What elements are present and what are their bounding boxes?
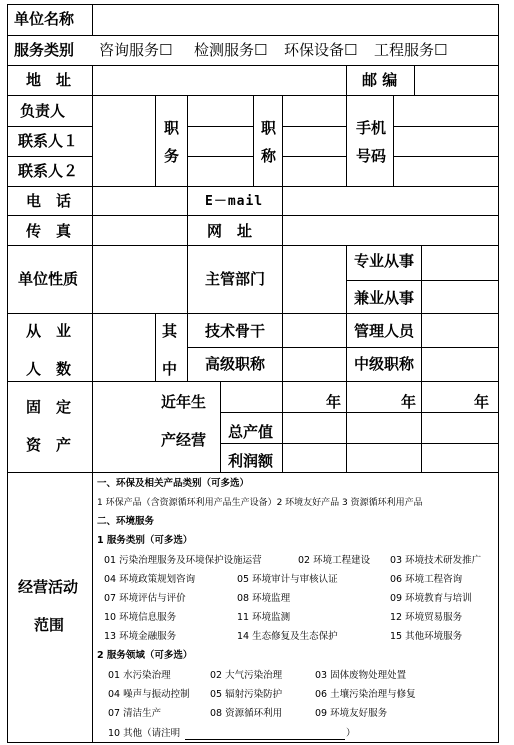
staff-label-top: 从 业 xyxy=(26,322,72,340)
contact1-label: 联系人１ xyxy=(18,132,79,150)
col-line xyxy=(414,65,415,95)
service-item[interactable]: 12 环境贸易服务 xyxy=(390,612,463,623)
col-line xyxy=(282,245,283,313)
mid-title-label: 中级职称 xyxy=(354,355,415,373)
unit-name-label: 单位名称 xyxy=(14,10,75,28)
service-category-label: 服务类别 xyxy=(14,41,75,59)
scope-section1-title: 一、环保及相关产品类别（可多选） xyxy=(97,478,250,489)
contact2-label: 联系人２ xyxy=(18,162,79,180)
mobile-label-bottom: 号码 xyxy=(356,147,387,165)
other-field-input-line[interactable] xyxy=(185,739,345,740)
col-line xyxy=(346,381,347,473)
field-item[interactable]: 03 固体废物处理处置 xyxy=(315,670,407,681)
service-item[interactable]: 07 环境评估与评价 xyxy=(104,593,186,604)
field-item[interactable]: 01 水污染治理 xyxy=(108,670,171,681)
senior-title-label: 高级职称 xyxy=(205,355,266,373)
service-item[interactable]: 10 环境信息服务 xyxy=(104,612,177,623)
col-line xyxy=(346,95,347,186)
service-item[interactable]: 02 环境工程建设 xyxy=(298,555,371,566)
service-item[interactable]: 08 环境监理 xyxy=(237,593,291,604)
col-line xyxy=(282,313,283,381)
border-left xyxy=(7,4,8,743)
scope-section2-title: 二、环境服务 xyxy=(97,516,155,527)
scope-section1-items: 1 环保产品（含资源循环利用产品生产设备）2 环境友好产品 3 资源循环利用产品 xyxy=(97,498,423,508)
col-line xyxy=(282,186,283,245)
col-line xyxy=(92,4,93,35)
row-line xyxy=(7,313,499,314)
assets-label-top: 固 定 xyxy=(26,398,72,416)
service-item[interactable]: 15 其他环境服务 xyxy=(390,631,463,642)
row-line xyxy=(393,126,499,127)
mobile-label-top: 手机 xyxy=(356,119,387,137)
year-label-3: 年 xyxy=(474,393,490,411)
border-top xyxy=(7,4,499,5)
service-category-subtitle: 1 服务类别（可多选） xyxy=(97,535,193,546)
service-item[interactable]: 03 环境技术研发推广 xyxy=(390,555,482,566)
row-line xyxy=(187,156,253,157)
service-item[interactable]: 01 污染治理服务及环境保护设施运营 xyxy=(104,555,262,566)
row-line xyxy=(346,280,499,281)
col-line xyxy=(421,245,422,313)
col-line xyxy=(92,472,93,743)
service-option-equipment[interactable]: 环保设备☐ xyxy=(284,41,358,59)
row-line xyxy=(282,156,346,157)
supervisor-label: 主管部门 xyxy=(205,270,266,288)
fax-label: 传 真 xyxy=(26,222,72,240)
service-item[interactable]: 04 环境政策规划咨询 xyxy=(104,574,196,585)
row-line xyxy=(7,215,499,216)
title-label-top: 职 xyxy=(261,119,277,137)
responsible-label: 负责人 xyxy=(20,102,66,120)
postcode-label: 邮 编 xyxy=(362,71,398,89)
year-label-1: 年 xyxy=(326,393,342,411)
row-line xyxy=(187,347,499,348)
col-line xyxy=(393,95,394,186)
position-label-bottom: 务 xyxy=(164,147,180,165)
row-line xyxy=(282,126,346,127)
field-item[interactable]: 07 清洁生产 xyxy=(108,708,162,719)
col-line xyxy=(187,186,188,245)
website-label: 网 址 xyxy=(207,222,253,240)
service-field-subtitle: 2 服务领域（可多选） xyxy=(97,650,193,661)
staff-label-bottom: 人 数 xyxy=(26,360,72,378)
border-right xyxy=(498,4,499,743)
scope-label-bottom: 范围 xyxy=(34,616,65,634)
row-line xyxy=(7,126,92,127)
row-line xyxy=(7,156,92,157)
row-line xyxy=(187,126,253,127)
row-line xyxy=(7,472,499,473)
service-option-engineering[interactable]: 工程服务☐ xyxy=(374,41,448,59)
recent-years-label-bottom: 产经营 xyxy=(161,431,207,449)
service-item[interactable]: 06 环境工程咨询 xyxy=(390,574,463,585)
row-line xyxy=(220,412,499,413)
other-field-close: ） xyxy=(346,728,356,739)
title-label-bottom: 称 xyxy=(261,147,277,165)
field-item[interactable]: 04 噪声与振动控制 xyxy=(108,689,190,700)
service-item[interactable]: 11 环境监测 xyxy=(237,612,291,623)
col-line xyxy=(220,381,221,473)
total-output-label: 总产值 xyxy=(228,423,274,441)
col-line xyxy=(421,313,422,381)
address-label: 地 址 xyxy=(26,71,72,89)
col-line xyxy=(346,313,347,381)
field-item[interactable]: 08 资源循环利用 xyxy=(210,708,283,719)
tech-staff-label: 技术骨干 xyxy=(205,322,266,340)
position-label-top: 职 xyxy=(164,119,180,137)
col-line xyxy=(421,381,422,473)
col-line xyxy=(346,65,347,95)
among-label-bottom: 中 xyxy=(162,360,178,378)
among-label-top: 其 xyxy=(162,322,178,340)
row-line xyxy=(220,443,499,444)
col-line xyxy=(155,95,156,186)
other-field-label: 10 其他（请注明 xyxy=(108,728,181,739)
field-item[interactable]: 05 辐射污染防护 xyxy=(210,689,283,700)
service-item[interactable]: 14 生态修复及生态保护 xyxy=(237,631,338,642)
col-line xyxy=(282,95,283,186)
service-option-consulting[interactable]: 咨询服务☐ xyxy=(99,41,173,59)
unit-nature-label: 单位性质 xyxy=(18,270,79,288)
year-label-2: 年 xyxy=(401,393,417,411)
service-option-testing[interactable]: 检测服务☐ xyxy=(194,41,268,59)
service-item[interactable]: 09 环境教育与培训 xyxy=(390,593,472,604)
recent-years-label-top: 近年生 xyxy=(161,393,207,411)
service-item[interactable]: 13 环境金融服务 xyxy=(104,631,177,642)
col-line xyxy=(346,245,347,313)
professional-label: 专业从事 xyxy=(354,252,415,270)
field-item[interactable]: 09 环境友好服务 xyxy=(315,708,388,719)
service-item[interactable]: 05 环境审计与审核认证 xyxy=(237,574,338,585)
assets-label-bottom: 资 产 xyxy=(26,436,72,454)
col-line xyxy=(282,381,283,473)
scope-label-top: 经营活动 xyxy=(18,578,79,596)
col-line xyxy=(92,65,93,473)
email-label: E－mail xyxy=(205,194,264,209)
col-line xyxy=(187,313,188,381)
row-line xyxy=(393,156,499,157)
border-bottom xyxy=(7,742,499,743)
mgmt-staff-label: 管理人员 xyxy=(354,322,415,340)
col-line xyxy=(253,95,254,186)
row-line xyxy=(7,381,499,382)
field-item[interactable]: 02 大气污染治理 xyxy=(210,670,283,681)
profit-label: 利润额 xyxy=(228,452,274,470)
part-time-label: 兼业从事 xyxy=(354,289,415,307)
col-line xyxy=(187,95,188,186)
row-line xyxy=(7,245,499,246)
col-line xyxy=(187,245,188,313)
row-line xyxy=(7,35,499,36)
row-line xyxy=(7,186,499,187)
col-line xyxy=(155,313,156,381)
field-item[interactable]: 06 土壤污染治理与修复 xyxy=(315,689,416,700)
phone-label: 电 话 xyxy=(26,192,72,210)
row-line xyxy=(7,65,499,66)
